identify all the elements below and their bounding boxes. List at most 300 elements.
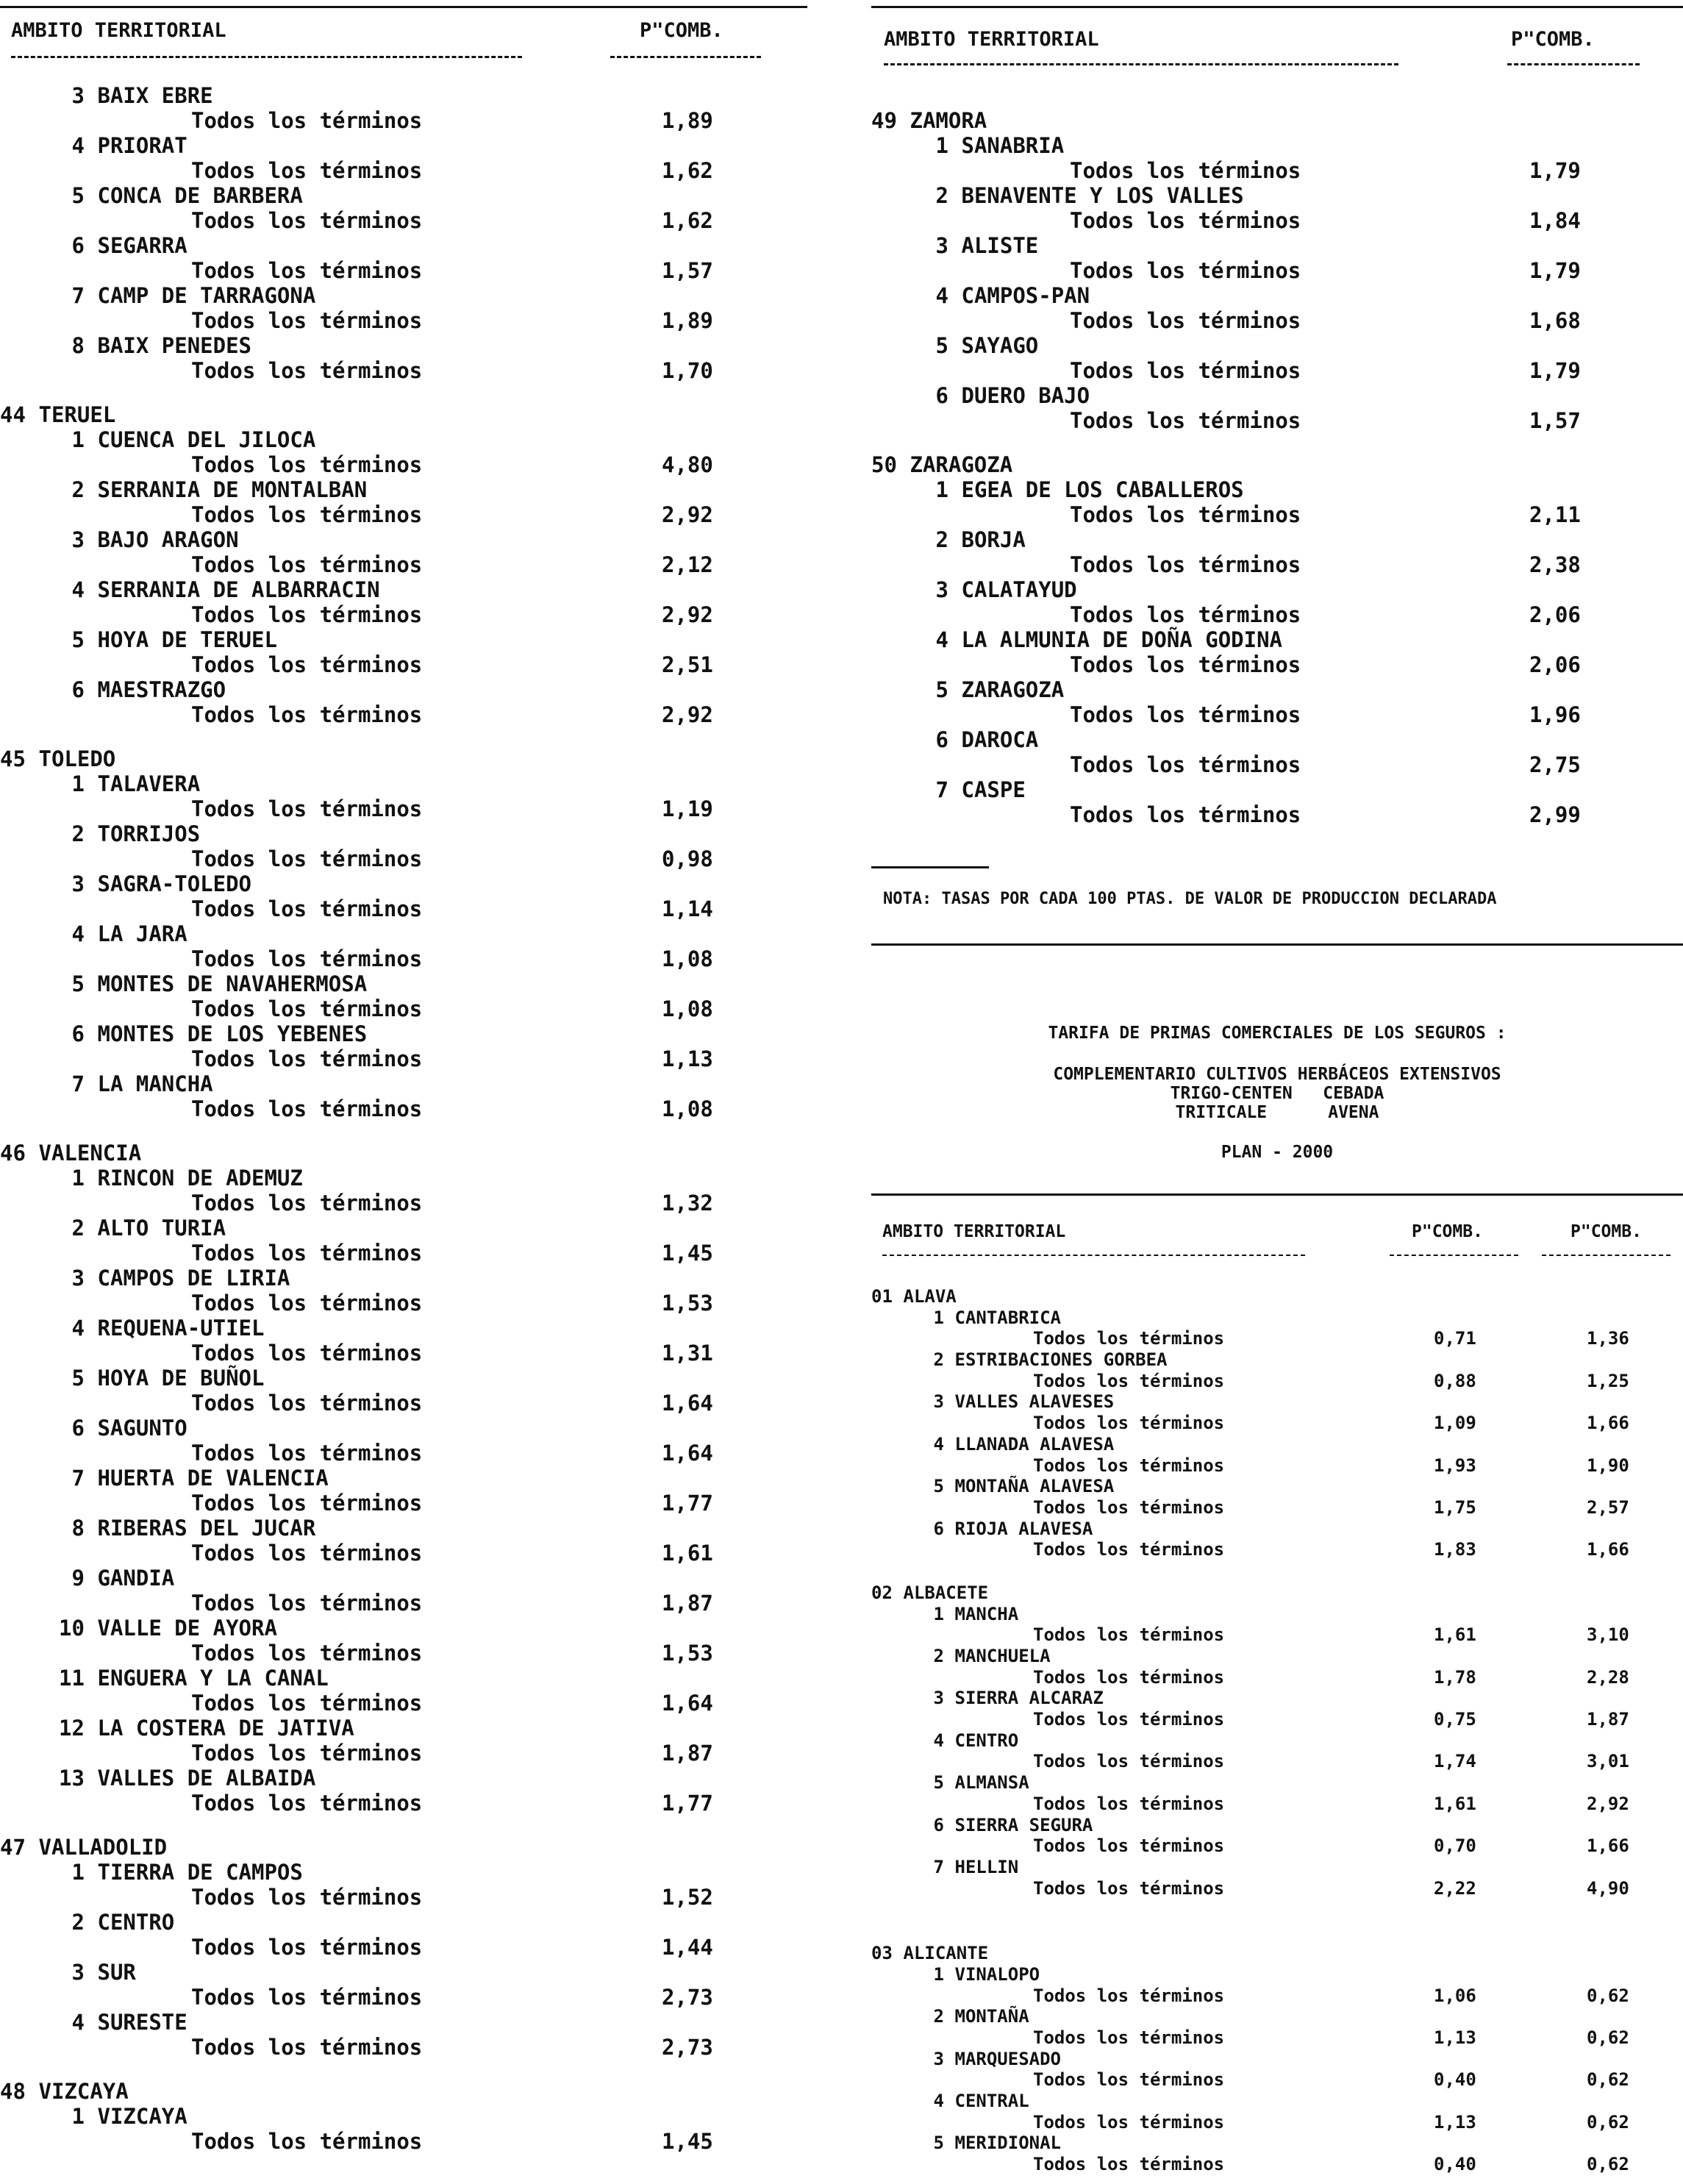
comarca-name: CAMPOS DE LIRIA <box>97 1266 290 1291</box>
value-row <box>871 158 1683 183</box>
terms-label: Todos los términos <box>191 158 423 183</box>
header-underline <box>11 56 522 58</box>
terms-label: Todos los términos <box>191 1591 423 1616</box>
comarca-number: 4 <box>71 1316 85 1341</box>
rate-value-2: 2,92 <box>1587 1793 1629 1814</box>
comarca-row <box>871 477 1683 502</box>
comarca-row <box>0 283 809 308</box>
row-spacer <box>0 1816 809 1835</box>
header-underline <box>882 1255 1305 1256</box>
comarca-number: 13 <box>59 1766 85 1791</box>
comarca-name: EGEA DE LOS CABALLEROS <box>961 477 1244 502</box>
terms-label: Todos los términos <box>1033 1328 1225 1349</box>
value-row <box>871 1371 1683 1392</box>
comarca-number: 6 <box>71 233 85 258</box>
province-name: ZARAGOZA <box>910 452 1013 477</box>
comarca-number: 3 <box>933 1391 944 1413</box>
section-rule <box>871 1193 1683 1196</box>
comarca-number: 6 <box>935 383 948 408</box>
comarca-name: SIERRA SEGURA <box>954 1814 1093 1835</box>
rate-value: 1,45 <box>662 1241 713 1266</box>
comarca-name: BENAVENTE Y LOS VALLES <box>961 183 1244 208</box>
value-row <box>0 602 809 627</box>
value-row <box>0 896 809 921</box>
terms-label: Todos los términos <box>1070 552 1301 577</box>
comarca-name: MERIDIONAL <box>954 2133 1061 2154</box>
value-row <box>871 2112 1683 2133</box>
terms-label: Todos los términos <box>1070 358 1301 383</box>
rate-value: 1,13 <box>1434 2111 1476 2133</box>
comarca-name: ALMANSA <box>954 1772 1029 1794</box>
comarca-number: 7 <box>935 777 948 802</box>
comarca-number: 4 <box>71 2010 85 2035</box>
comarca-number: 4 <box>933 1730 944 1751</box>
value-row <box>0 108 809 133</box>
terms-label: Todos los términos <box>191 1691 423 1716</box>
terms-label: Todos los términos <box>1070 502 1301 527</box>
rate-value: 1,57 <box>662 258 713 283</box>
rate-value-2: 0,62 <box>1587 2027 1629 2048</box>
comarca-number: 5 <box>933 2133 944 2154</box>
comarca-number: 3 <box>71 83 85 108</box>
comarca-row <box>0 333 809 358</box>
comarca-name: SEGARRA <box>97 233 187 258</box>
comarca-name: HELLIN <box>954 1856 1019 1877</box>
comarca-row <box>0 133 809 158</box>
comarca-number: 6 <box>71 1416 85 1441</box>
province-name: ALBACETE <box>903 1582 989 1603</box>
comarca-number: 10 <box>59 1616 85 1641</box>
terms-label: Todos los términos <box>191 996 423 1021</box>
comarca-row <box>871 1688 1683 1709</box>
value-row <box>0 1641 809 1666</box>
comarca-row <box>871 1519 1683 1540</box>
comarca-number: 1 <box>933 1307 944 1328</box>
rate-value: 2,22 <box>1434 1877 1476 1899</box>
terms-label: Todos los términos <box>191 1885 423 1910</box>
comarca-row <box>0 1516 809 1541</box>
terms-label: Todos los términos <box>191 1441 423 1466</box>
comarca-row <box>0 627 809 652</box>
comarca-number: 3 <box>933 2048 944 2069</box>
header-territory: AMBITO TERRITORIAL <box>11 19 226 42</box>
comarca-number: 4 <box>71 133 85 158</box>
comarca-row <box>0 771 809 796</box>
terms-label: Todos los términos <box>191 1391 423 1416</box>
terms-label: Todos los términos <box>191 846 423 871</box>
province-row <box>871 1582 1683 1604</box>
short-rule <box>871 866 989 868</box>
terms-label: Todos los términos <box>191 552 423 577</box>
rate-value: 1,64 <box>662 1391 713 1416</box>
comarca-row <box>871 1730 1683 1752</box>
terms-label: Todos los términos <box>191 108 423 133</box>
comarca-number: 12 <box>59 1716 85 1741</box>
comarca-name: VALLES ALAVESES <box>954 1391 1115 1413</box>
value-row <box>871 1985 1683 2007</box>
comarca-name: MANCHUELA <box>954 1646 1051 1666</box>
rate-value: 1,32 <box>662 1191 713 1216</box>
comarca-row <box>0 2104 809 2129</box>
row-spacer <box>871 1899 1683 1921</box>
value-row <box>871 1328 1683 1349</box>
tariff-title-block <box>871 1024 1683 1162</box>
rate-value: 1,93 <box>1434 1455 1476 1476</box>
terms-label: Todos los términos <box>191 1191 423 1216</box>
rate-value: 1,77 <box>662 1491 713 1516</box>
comarca-number: 4 <box>933 1433 944 1455</box>
value-row <box>871 602 1683 627</box>
value-row <box>0 1441 809 1466</box>
rate-value: 2,92 <box>662 502 713 527</box>
rate-value: 1,77 <box>662 1791 713 1816</box>
value-row <box>0 502 809 527</box>
comarca-number: 11 <box>59 1666 85 1691</box>
rate-value: 1,61 <box>1434 1793 1476 1814</box>
comarca-row <box>871 1391 1683 1413</box>
province-row <box>0 402 809 427</box>
rate-value-2: 3,01 <box>1587 1751 1629 1772</box>
province-name: TERUEL <box>38 402 116 427</box>
comarca-number: 1 <box>935 133 948 158</box>
comarca-name: SURESTE <box>97 2010 187 2035</box>
comarca-name: RINCON DE ADEMUZ <box>97 1166 303 1191</box>
comarca-number: 1 <box>71 1860 85 1885</box>
terms-label: Todos los términos <box>1070 258 1301 283</box>
comarca-row <box>0 921 809 946</box>
comarca-number: 4 <box>935 627 948 652</box>
comarca-row <box>871 1307 1683 1329</box>
rate-value: 1,79 <box>1529 358 1581 383</box>
value-row <box>0 1541 809 1566</box>
terms-label: Todos los términos <box>1070 408 1301 433</box>
value-row <box>0 1096 809 1121</box>
province-code: 49 <box>871 108 897 133</box>
terms-label: Todos los términos <box>1070 702 1301 727</box>
province-name: VALENCIA <box>38 1141 142 1166</box>
comarca-name: CAMP DE TARRAGONA <box>97 283 316 308</box>
value-row <box>0 1591 809 1616</box>
rate-value: 0,75 <box>1434 1709 1476 1730</box>
comarca-row <box>871 1434 1683 1455</box>
comarca-row <box>0 1021 809 1046</box>
comarca-number: 7 <box>933 1856 944 1877</box>
value-row <box>871 1497 1683 1519</box>
rate-value: 0,71 <box>1434 1328 1476 1349</box>
province-name: VIZCAYA <box>38 2079 129 2104</box>
terms-label: Todos los términos <box>1070 602 1301 627</box>
terms-label: Todos los términos <box>191 1096 423 1121</box>
comarca-number: 3 <box>71 1960 85 1985</box>
comarca-number: 2 <box>71 821 85 846</box>
terms-label: Todos los términos <box>1070 158 1301 183</box>
rate-table <box>871 108 1683 827</box>
comarca-number: 4 <box>71 921 85 946</box>
rate-value: 2,12 <box>662 552 713 577</box>
province-code: 02 <box>871 1582 893 1603</box>
terms-label: Todos los términos <box>191 1291 423 1316</box>
rate-value: 2,92 <box>662 602 713 627</box>
comarca-number: 2 <box>933 2006 944 2027</box>
comarca-name: RIBERAS DEL JUCAR <box>97 1516 316 1541</box>
province-code: 47 <box>0 1835 26 1860</box>
value-row <box>0 652 809 677</box>
comarca-name: BORJA <box>961 527 1026 552</box>
value-row <box>0 1741 809 1766</box>
comarca-number: 5 <box>935 677 948 702</box>
rate-value: 2,38 <box>1529 552 1581 577</box>
comarca-row <box>871 1604 1683 1625</box>
province-name: ALAVA <box>903 1286 957 1307</box>
rate-value: 1,83 <box>1434 1539 1476 1560</box>
terms-label: Todos los términos <box>191 1741 423 1766</box>
comarca-number: 2 <box>71 1910 85 1935</box>
comarca-number: 5 <box>71 627 85 652</box>
rate-value: 1,87 <box>662 1741 713 1766</box>
terms-label: Todos los términos <box>1033 1985 1225 2006</box>
value-row <box>871 2069 1683 2091</box>
comarca-row <box>871 777 1683 802</box>
comarca-name: CAMPOS-PAN <box>961 283 1090 308</box>
comarca-row <box>0 1216 809 1241</box>
comarca-name: TALAVERA <box>97 771 201 796</box>
province-code: 45 <box>0 746 26 771</box>
terms-label: Todos los términos <box>191 208 423 233</box>
rate-value: 1,89 <box>662 308 713 333</box>
rate-value: 1,31 <box>662 1341 713 1366</box>
comarca-name: SAGRA-TOLEDO <box>97 871 252 896</box>
comarca-row <box>0 1860 809 1885</box>
value-row <box>0 158 809 183</box>
terms-label: Todos los términos <box>1033 2154 1225 2175</box>
rate-value: 1,06 <box>1434 1985 1476 2006</box>
value-row <box>0 996 809 1021</box>
comarca-name: LA ALMUNIA DE DOÑA GODINA <box>961 627 1282 652</box>
rate-value: 1,08 <box>662 946 713 971</box>
comarca-number: 1 <box>71 1166 85 1191</box>
value-row <box>871 1455 1683 1477</box>
value-row <box>0 846 809 871</box>
row-spacer <box>871 433 1683 452</box>
value-row <box>0 702 809 727</box>
comarca-name: SUR <box>97 1960 136 1985</box>
province-row <box>871 1943 1683 1964</box>
comarca-name: DUERO BAJO <box>961 383 1090 408</box>
province-code: 46 <box>0 1141 26 1166</box>
comarca-name: MONTAÑA ALAVESA <box>954 1476 1115 1497</box>
value-row <box>871 1624 1683 1646</box>
comarca-name: LA MANCHA <box>97 1071 213 1096</box>
value-row <box>0 1046 809 1071</box>
comarca-row <box>871 283 1683 308</box>
comarca-row <box>871 2091 1683 2112</box>
province-code: 48 <box>0 2079 26 2104</box>
province-row <box>871 108 1683 133</box>
value-row <box>0 1691 809 1716</box>
terms-label: Todos los términos <box>191 2129 423 2154</box>
rate-value: 1,62 <box>662 208 713 233</box>
header-territory: AMBITO TERRITORIAL <box>882 1222 1066 1241</box>
comarca-number: 8 <box>71 333 85 358</box>
rate-value: 1,64 <box>662 1691 713 1716</box>
comarca-number: 2 <box>933 1349 944 1371</box>
comarca-row <box>871 2006 1683 2027</box>
comarca-row <box>871 1857 1683 1878</box>
row-spacer <box>871 1921 1683 1943</box>
comarca-name: SANABRIA <box>961 133 1065 158</box>
value-row <box>0 1791 809 1816</box>
rate-value: 1,75 <box>1434 1496 1476 1518</box>
rate-value: 1,62 <box>662 158 713 183</box>
comarca-row <box>871 627 1683 652</box>
rate-value-2: 0,62 <box>1587 2069 1629 2091</box>
rate-value: 2,92 <box>662 702 713 727</box>
rate-value-2: 2,28 <box>1587 1666 1629 1688</box>
value-row <box>871 752 1683 777</box>
value-row <box>871 308 1683 333</box>
terms-label: Todos los términos <box>191 1985 423 2010</box>
rate-table <box>0 83 809 2154</box>
rate-value: 1,96 <box>1529 702 1581 727</box>
rate-value-2: 0,62 <box>1587 1985 1629 2006</box>
value-row <box>0 1341 809 1366</box>
rate-value: 4,80 <box>662 452 713 477</box>
header-underline <box>1390 1255 1518 1256</box>
comarca-number: 2 <box>71 477 85 502</box>
comarca-row <box>0 1616 809 1641</box>
value-row <box>871 1794 1683 1815</box>
value-row <box>0 1391 809 1416</box>
terms-label: Todos los términos <box>191 1791 423 1816</box>
rate-value: 2,11 <box>1529 502 1581 527</box>
terms-label: Todos los términos <box>191 1241 423 1266</box>
comarca-name: CASPE <box>961 777 1026 802</box>
top-rule <box>871 6 1683 8</box>
comarca-number: 4 <box>933 2091 944 2112</box>
rate-value: 0,70 <box>1434 1835 1476 1857</box>
comarca-name: RIOJA ALAVESA <box>954 1518 1093 1539</box>
rate-value-2: 1,36 <box>1587 1328 1629 1349</box>
comarca-name: CANTABRICA <box>954 1307 1061 1328</box>
spacer <box>871 1043 1683 1065</box>
rate-value-2: 0,62 <box>1587 2154 1629 2175</box>
comarca-name: VALLE DE AYORA <box>97 1616 277 1641</box>
row-spacer <box>0 383 809 402</box>
tariff-table <box>871 1286 1683 2175</box>
comarca-name: ESTRIBACIONES GORBEA <box>954 1349 1168 1371</box>
value-row <box>0 1885 809 1910</box>
rate-value: 1,70 <box>662 358 713 383</box>
comarca-row <box>0 1666 809 1691</box>
rate-value: 1,13 <box>662 1046 713 1071</box>
comarca-number: 9 <box>71 1566 85 1591</box>
comarca-name: BAIX PENEDES <box>97 333 252 358</box>
top-rule <box>0 6 807 8</box>
comarca-name: VIZCAYA <box>97 2104 187 2129</box>
rate-value-2: 1,66 <box>1587 1539 1629 1560</box>
comarca-row <box>0 1910 809 1935</box>
comarca-row <box>0 871 809 896</box>
comarca-number: 6 <box>933 1814 944 1835</box>
comarca-name: LLANADA ALAVESA <box>954 1433 1115 1455</box>
terms-label: Todos los términos <box>191 1046 423 1071</box>
rate-value: 0,40 <box>1434 2154 1476 2175</box>
comarca-name: DAROCA <box>961 727 1039 752</box>
comarca-name: PRIORAT <box>97 133 187 158</box>
rate-value: 1,61 <box>662 1541 713 1566</box>
province-name: ALICANTE <box>903 1943 989 1964</box>
comarca-row <box>871 577 1683 602</box>
rate-value: 0,40 <box>1434 2069 1476 2091</box>
comarca-name: SAGUNTO <box>97 1416 187 1441</box>
rate-value: 2,73 <box>662 2035 713 2060</box>
rate-value: 1,13 <box>1434 2027 1476 2048</box>
comarca-row <box>0 1071 809 1096</box>
terms-label: Todos los términos <box>1033 1413 1225 1434</box>
comarca-number: 1 <box>71 771 85 796</box>
comarca-row <box>871 233 1683 258</box>
comarca-number: 3 <box>71 1266 85 1291</box>
terms-label: Todos los términos <box>1070 802 1301 827</box>
rate-value: 1,19 <box>662 796 713 821</box>
value-row <box>0 358 809 383</box>
comarca-name: MONTES DE LOS YEBENES <box>97 1021 368 1046</box>
comarca-name: CALATAYUD <box>961 577 1077 602</box>
value-row <box>0 1985 809 2010</box>
terms-label: Todos los términos <box>191 502 423 527</box>
rate-value-2: 1,87 <box>1587 1709 1629 1730</box>
rate-value-2: 0,62 <box>1587 2111 1629 2133</box>
rate-value: 1,87 <box>662 1591 713 1616</box>
province-row <box>871 452 1683 477</box>
comarca-name: MONTAÑA <box>954 2006 1029 2027</box>
comarca-name: VALLES DE ALBAIDA <box>97 1766 316 1791</box>
comarca-number: 1 <box>933 1963 944 1985</box>
comarca-number: 3 <box>71 527 85 552</box>
rate-value: 1,64 <box>662 1441 713 1466</box>
terms-label: Todos los términos <box>191 452 423 477</box>
row-spacer <box>0 1121 809 1141</box>
value-row <box>871 802 1683 827</box>
comarca-row <box>0 1716 809 1741</box>
terms-label: Todos los términos <box>1033 2111 1225 2133</box>
header-underline <box>1507 63 1640 65</box>
rate-value: 1,53 <box>662 1291 713 1316</box>
rate-value: 1,57 <box>1529 408 1581 433</box>
terms-label: Todos los términos <box>1070 652 1301 677</box>
rate-value: 1,89 <box>662 108 713 133</box>
row-spacer <box>0 2060 809 2079</box>
value-row <box>0 452 809 477</box>
value-row <box>871 2027 1683 2049</box>
comarca-number: 3 <box>933 1688 944 1709</box>
comarca-name: HOYA DE BUÑOL <box>97 1366 265 1391</box>
province-code: 01 <box>871 1286 893 1307</box>
footnote: NOTA: TASAS POR CADA 100 PTAS. DE VALOR DE PRODUCCION DECLARADA <box>883 890 1497 908</box>
rate-value: 2,51 <box>662 652 713 677</box>
comarca-row <box>871 1964 1683 1985</box>
terms-label: Todos los términos <box>1070 752 1301 777</box>
value-row <box>871 258 1683 283</box>
comarca-number: 5 <box>933 1476 944 1497</box>
header-rate-2: P"COMB. <box>1571 1222 1642 1241</box>
comarca-number: 2 <box>935 183 948 208</box>
comarca-number: 2 <box>71 1216 85 1241</box>
tariff-plan: PLAN - 2000 <box>1221 1143 1334 1162</box>
rate-value-2: 2,57 <box>1587 1496 1629 1518</box>
comarca-row <box>871 727 1683 752</box>
rate-value: 1,53 <box>662 1641 713 1666</box>
